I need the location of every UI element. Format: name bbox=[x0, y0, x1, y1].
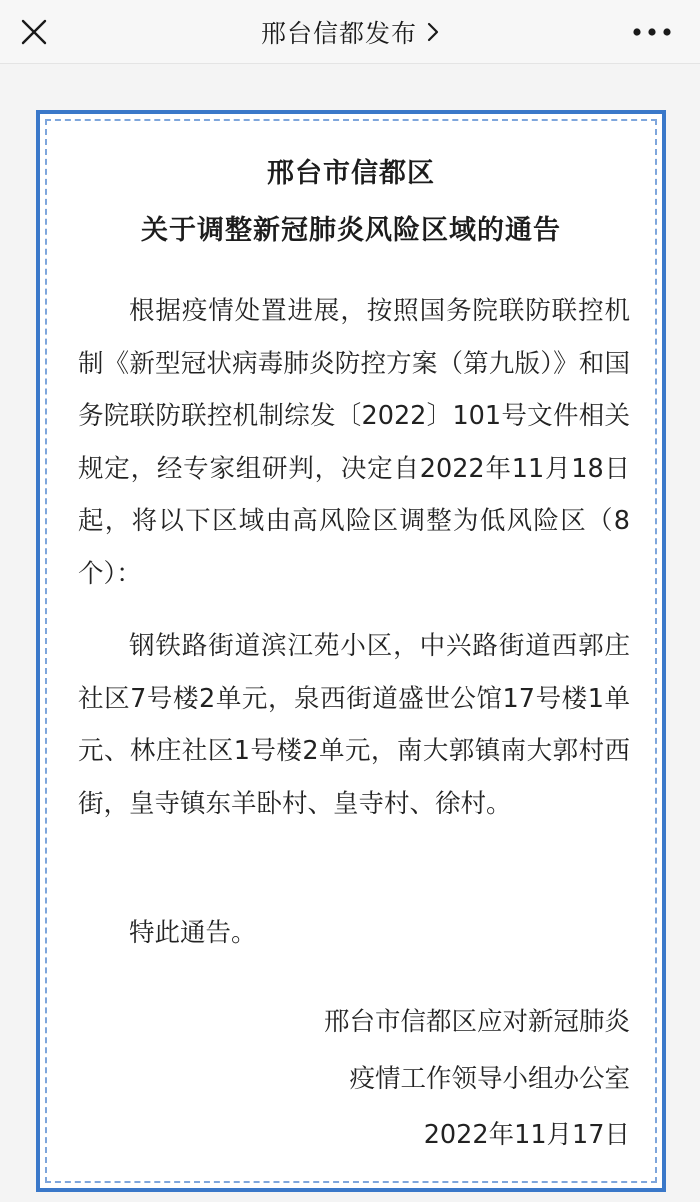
notice-date: 2022年11月17日 bbox=[423, 1120, 630, 1150]
signature-line1: 邢台市信都区应对新冠肺炎 bbox=[323, 1007, 630, 1037]
notice-title-line2: 关于调整新冠肺炎风险区域的通告 bbox=[141, 215, 561, 246]
notice-paragraph-basis: 根据疫情处置进展，按照国务院联防联控机制《新型冠状病毒肺炎防控方案（第九版）》和国务院联防联控机制综发〔2022〕101号文件相关规定，经专家组研判，决定自2022年11月18日起，将以下区域由高风险区调整为低风险区（8个）： bbox=[78, 296, 630, 589]
more-horizontal-icon bbox=[632, 27, 672, 37]
account-title: 邢台信都发布 bbox=[260, 19, 417, 48]
notice-paragraph-closing: 特此通告。 bbox=[129, 918, 257, 948]
signature-line2: 疫情工作领导小组办公室 bbox=[349, 1064, 630, 1094]
close-button[interactable] bbox=[14, 12, 54, 52]
notice-title-line1: 邢台市信都区 bbox=[267, 158, 435, 189]
notice-paragraph-areas: 钢铁路街道滨江苑小区，中兴路街道西郭庄社区7号楼2单元，泉西街道盛世公馆17号楼1单元、林庄社区1号楼2单元，南大郭镇南大郭村西街，皇寺镇东羊卧村、皇寺村、徐村。 bbox=[78, 631, 630, 819]
notice-card bbox=[36, 110, 666, 1192]
chevron-right-icon bbox=[427, 22, 439, 42]
close-icon bbox=[21, 19, 47, 45]
more-options-button[interactable] bbox=[628, 12, 676, 52]
account-title-link[interactable] bbox=[261, 14, 439, 50]
top-bar bbox=[0, 0, 700, 64]
